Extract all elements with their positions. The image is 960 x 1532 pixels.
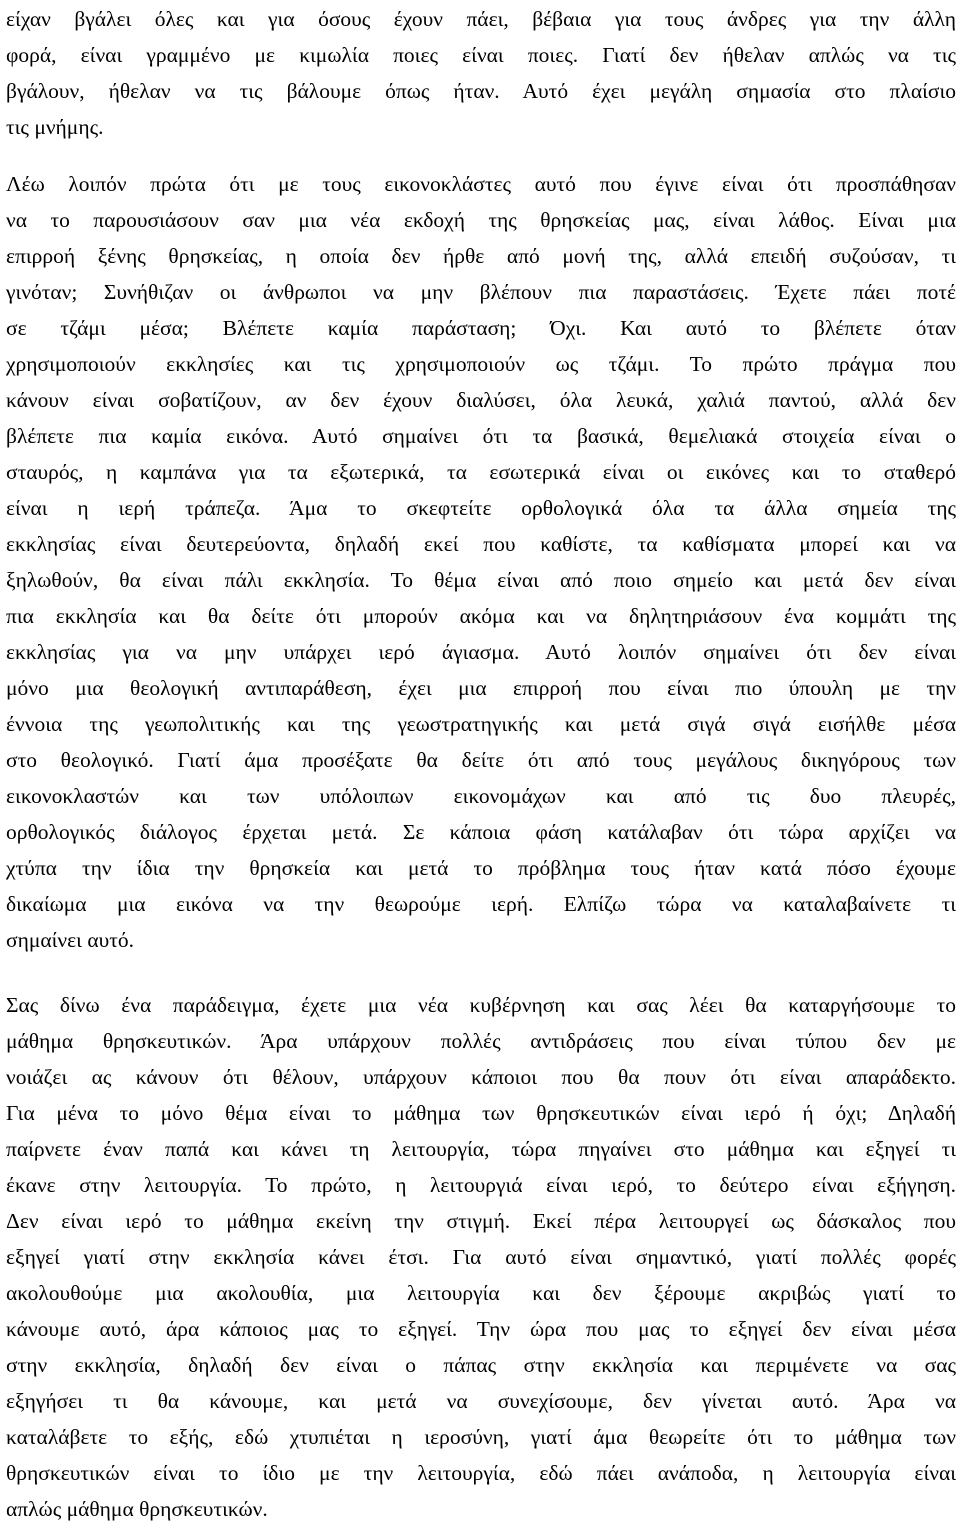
text-line: ορθολογικός διάλογος έρχεται μετά. Σε κάποια φάση κατάλαβαν ότι τώρα αρχίζει να	[6, 820, 956, 844]
text-line: γινόταν; Συνήθιζαν οι άνθρωποι να μην βλέπουν πια παραστάσεις. Έχετε πάει ποτέ	[6, 280, 956, 304]
text-line: εξηγεί γιατί στην εκκλησία κάνει έτσι. Για αυτό είναι σημαντικό, γιατί πολλές φορές	[6, 1245, 956, 1269]
text-line: μόνο μια θεολογική αντιπαράθεση, έχει μια επιρροή που είναι πιο ύπουλη με την	[6, 676, 956, 700]
text-line: σε τζάμι μέσα; Βλέπετε καμία παράσταση; Όχι. Και αυτό το βλέπετε όταν	[6, 316, 956, 340]
text-line: χρησιμοποιούν εκκλησίες και τις χρησιμοποιούν ως τζάμι. Το πρώτο πράγμα που	[6, 352, 956, 376]
text-line: χτύπα την ίδια την θρησκεία και μετά το πρόβλημα τους ήταν κατά πόσο έχουμε	[6, 856, 956, 880]
text-line: στην εκκλησία, δηλαδή δεν είναι ο πάπας στην εκκλησία και περιμένετε να σας	[6, 1353, 956, 1377]
text-line: Για μένα το μόνο θέμα είναι το μάθημα των θρησκευτικών είναι ιερό ή όχι; Δηλαδή	[6, 1101, 956, 1125]
text-line: εξηγήσει τι θα κάνουμε, και μετά να συνεχίσουμε, δεν γίνεται αυτό. Άρα να	[6, 1389, 956, 1413]
text-line: Δεν είναι ιερό το μάθημα εκείνη την στιγμή. Εκεί πέρα λειτουργεί ως δάσκαλος που	[6, 1209, 956, 1233]
text-line: σημαίνει αυτό.	[6, 928, 134, 952]
text-line: έννοια της γεωπολιτικής και της γεωστρατηγικής και μετά σιγά σιγά εισήλθε μέσα	[6, 712, 956, 736]
text-line: παίρνετε έναν παπά και κάνει τη λειτουργία, τώρα πηγαίνει στο μάθημα και εξηγεί τι	[6, 1137, 956, 1161]
text-line: βγάλουν, ήθελαν να τις βάλουμε όπως ήταν. Αυτό έχει μεγάλη σημασία στο πλαίσιο	[6, 79, 956, 103]
text-line: είναι η ιερή τράπεζα. Άμα το σκεφτείτε ορθολογικά όλα τα άλλα σημεία της	[6, 496, 956, 520]
text-line: βλέπετε πια καμία εικόνα. Αυτό σημαίνει ότι τα βασικά, θεμελιακά στοιχεία είναι ο	[6, 424, 956, 448]
text-line: δικαίωμα μια εικόνα να την θεωρούμε ιερή. Ελπίζω τώρα να καταλαβαίνετε τι	[6, 892, 956, 916]
text-line: κάνουμε αυτό, άρα κάποιος μας το εξηγεί. Την ώρα που μας το εξηγεί δεν είναι μέσα	[6, 1317, 956, 1341]
text-line: σταυρός, η καμπάνα για τα εξωτερικά, τα εσωτερικά είναι οι εικόνες και το σταθερό	[6, 460, 956, 484]
text-line: εκκλησίας είναι δευτερεύοντα, δηλαδή εκεί που καθίστε, τα καθίσματα μπορεί και να	[6, 532, 956, 556]
text-line: καταλάβετε το εξής, εδώ χτυπιέται η ιεροσύνη, γιατί άμα θεωρείτε ότι το μάθημα των	[6, 1425, 956, 1449]
text-line: απλώς μάθημα θρησκευτικών.	[6, 1497, 268, 1521]
text-line: νοιάζει ας κάνουν ότι θέλουν, υπάρχουν κάποιοι που θα πουν ότι είναι απαράδεκτο.	[6, 1065, 956, 1089]
text-line: πια εκκλησία και θα δείτε ότι μπορούν ακόμα και να δηλητηριάσουν ένα κομμάτι της	[6, 604, 956, 628]
text-line: εικονοκλαστών και των υπόλοιπων εικονομάχων και από τις δυο πλευρές,	[6, 784, 956, 808]
text-line: επιρροή ξένης θρησκείας, η οποία δεν ήρθε από μονή της, αλλά επειδή συζούσαν, τι	[6, 244, 956, 268]
text-line: θρησκευτικών είναι το ίδιο με την λειτουργία, εδώ πάει ανάποδα, η λειτουργία είναι	[6, 1461, 956, 1485]
text-line: μάθημα θρησκευτικών. Άρα υπάρχουν πολλές αντιδράσεις που είναι τύπου δεν με	[6, 1029, 956, 1053]
text-line: είχαν βγάλει όλες και για όσους έχουν πάει, βέβαια για τους άνδρες για την άλλη	[6, 7, 956, 31]
text-line: να το παρουσιάσουν σαν μια νέα εκδοχή της θρησκείας μας, είναι λάθος. Είναι μια	[6, 208, 956, 232]
text-line: εκκλησίας για να μην υπάρχει ιερό άγιασμα. Αυτό λοιπόν σημαίνει ότι δεν είναι	[6, 640, 956, 664]
text-line: Σας δίνω ένα παράδειγμα, έχετε μια νέα κυβέρνηση και σας λέει θα καταργήσουμε το	[6, 993, 956, 1017]
text-line: ακολουθούμε μια ακολουθία, μια λειτουργία και δεν ξέρουμε ακριβώς γιατί το	[6, 1281, 956, 1305]
text-line: κάνουν είναι σοβατίζουν, αν δεν έχουν διαλύσει, όλα λευκά, χαλιά παντού, αλλά δεν	[6, 388, 956, 412]
text-line: ξηλωθούν, θα είναι πάλι εκκλησία. Το θέμα είναι από ποιο σημείο και μετά δεν είναι	[6, 568, 956, 592]
text-line: φορά, είναι γραμμένο με κιμωλία ποιες είναι ποιες. Γιατί δεν ήθελαν απλώς να τις	[6, 43, 956, 67]
text-line: τις μνήμης.	[6, 115, 104, 139]
text-line: στο θεολογικό. Γιατί άμα προσέξατε θα δείτε ότι από τους μεγάλους δικηγόρους των	[6, 748, 956, 772]
text-line: έκανε στην λειτουργία. Το πρώτο, η λειτουργιά είναι ιερό, το δεύτερο είναι εξήγηση.	[6, 1173, 956, 1197]
text-line: Λέω λοιπόν πρώτα ότι με τους εικονοκλάστες αυτό που έγινε είναι ότι προσπάθησαν	[6, 172, 956, 196]
